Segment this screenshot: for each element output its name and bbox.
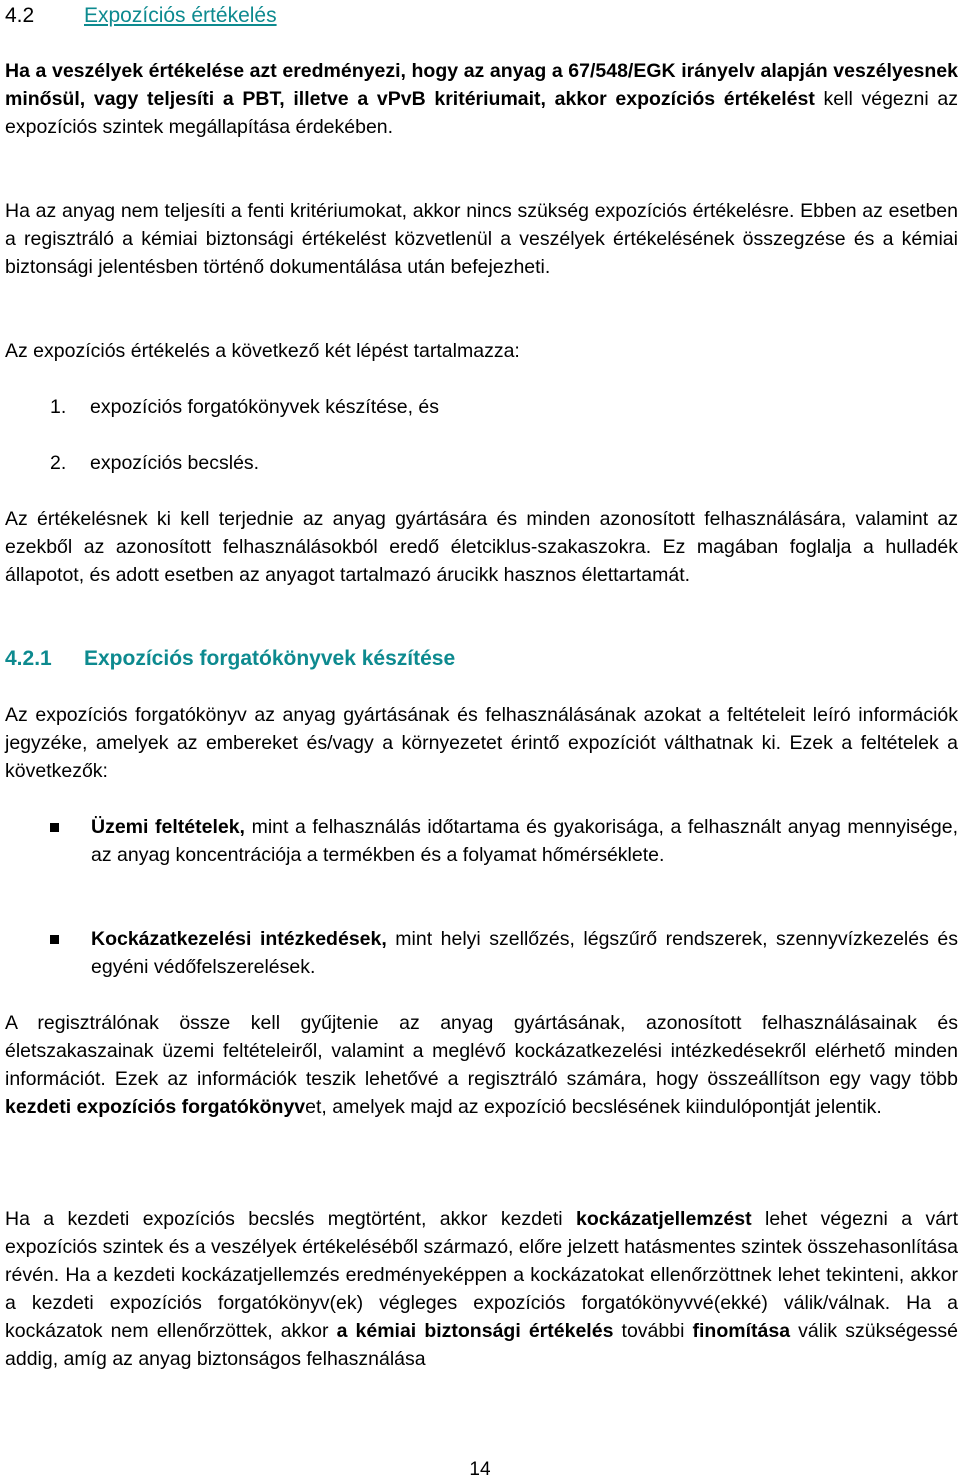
scope-paragraph: Az értékelésnek ki kell terjednie az anyag gyártására és minden azonosított felhasználására, valamint az ezekből az azonosított felhasználásokból eredő életciklus-szakaszokra. Ez magában foglalja a hulladék állapotot, és adott esetben az anyagot tartalmazó árucikk hasznos élettartamát.: [5, 508, 958, 586]
section-heading: [5, 2, 277, 30]
bullet-bold-term: Üzemi feltételek,: [91, 816, 245, 838]
step-item-1: [50, 393, 439, 421]
text-run: et, amelyek majd az expozíció becslésének kiindulópontját jelentik.: [305, 1096, 882, 1118]
scenario-definition-paragraph: Az expozíciós forgatókönyv az anyag gyártásának és felhasználásának azokat a feltételeit leíró információk jegyzéke, amelyek az embereket és/vagy a környezetet érintő expozíciót válthatnak ki. Ezek a feltételek a következők:: [5, 704, 958, 782]
risk-characterisation-paragraph: [5, 1205, 958, 1373]
page-number: 14: [469, 1459, 491, 1480]
bold-term: finomítása: [692, 1320, 791, 1342]
subsection-title: Expozíciós forgatókönyvek készítése: [84, 647, 456, 670]
bullet-bold-term: Kockázatkezelési intézkedések,: [91, 928, 387, 950]
step-number: 1.: [50, 396, 67, 418]
square-bullet-icon: [50, 935, 59, 944]
bullet-text: [91, 925, 958, 981]
registrant-paragraph: [5, 1009, 958, 1121]
step-item-2: [50, 449, 259, 477]
text-run: válik szükségessé addig, amíg az anyag biztonságos felhasználása: [5, 1320, 958, 1370]
no-exposure-paragraph: Ha az anyag nem teljesíti a fenti kritériumokat, akkor nincs szükség expozíciós értékelésre. Ebben az esetben a regisztráló a kémiai biztonsági értékelést közvetlenül a veszélyek értékelésének összegzése és a kémiai biztonsági jelentésben történő dokumentálása után befejezheti.: [5, 200, 958, 278]
step-number: 2.: [50, 452, 67, 474]
steps-intro-paragraph: Az expozíciós értékelés a következő két lépést tartalmazza:: [5, 340, 520, 362]
bullet-text: [91, 813, 958, 869]
text-run: lehet végezni a várt expozíciós szintek és a veszélyek értékeléséből származó, előre jelzett hatásmentes szintek összehasonlítása révén. Ha a kezdeti kockázatjellemzés eredményeképpen a kockázatokat ellenőrzöttnek lehet tekinteni, akkor a kezdeti expozíciós forgatókönyv(ek) végleges expozíciós forgatókönyvvé(ekké) válik/válnak. Ha a kockázatok nem ellenőrzöttek, akkor: [5, 1208, 958, 1342]
intro-rest-text: kell végezni az expozíciós szintek megállapítása érdekében.: [5, 88, 958, 138]
step-text: expozíciós forgatókönyvek készítése, és: [90, 396, 440, 418]
bold-term: a kémiai biztonsági értékelés: [336, 1320, 614, 1342]
square-bullet-icon: [50, 823, 59, 832]
intro-paragraph: [5, 57, 958, 141]
intro-bold-text: Ha a veszélyek értékelése azt eredményezi, hogy az anyag a 67/548/EGK irányelv alapján veszélyesnek minősül, vagy teljesíti a PBT, illetve a vPvB kritériumait, akkor expozíciós értékelést: [5, 60, 958, 110]
bullet-description: mint a felhasználás időtartama és gyakorisága, a felhasznált anyag mennyisége, az anyag koncentrációja a termékben és a folyamat hőmérséklete.: [91, 816, 958, 866]
section-title[interactable]: Expozíciós értékelés: [84, 4, 277, 27]
section-number: 4.2: [5, 4, 35, 27]
bullet-description: mint helyi szellőzés, légszűrő rendszerek, szennyvízkezelés és egyéni védőfelszerelések.: [91, 928, 958, 978]
text-run: A regisztrálónak össze kell gyűjtenie az anyag gyártásának, azonosított felhasználásainak és életszakaszainak üzemi feltételeiről, valamint a meglévő kockázatkezelési intézkedésekről elérhető minden információt. Ezek az információk teszik lehetővé a regisztráló számára, hogy összeállítson egy vagy több: [5, 1012, 958, 1090]
text-run: további: [613, 1320, 693, 1342]
bold-term: kezdeti expozíciós forgatókönyv: [5, 1096, 306, 1118]
step-text: expozíciós becslés.: [90, 452, 260, 474]
subsection-number: 4.2.1: [5, 647, 52, 670]
subsection-heading: [5, 645, 455, 673]
bold-term: kockázatjellemzést: [576, 1208, 752, 1230]
text-run: Ha a kezdeti expozíciós becslés megtörtént, akkor kezdeti: [5, 1208, 576, 1230]
